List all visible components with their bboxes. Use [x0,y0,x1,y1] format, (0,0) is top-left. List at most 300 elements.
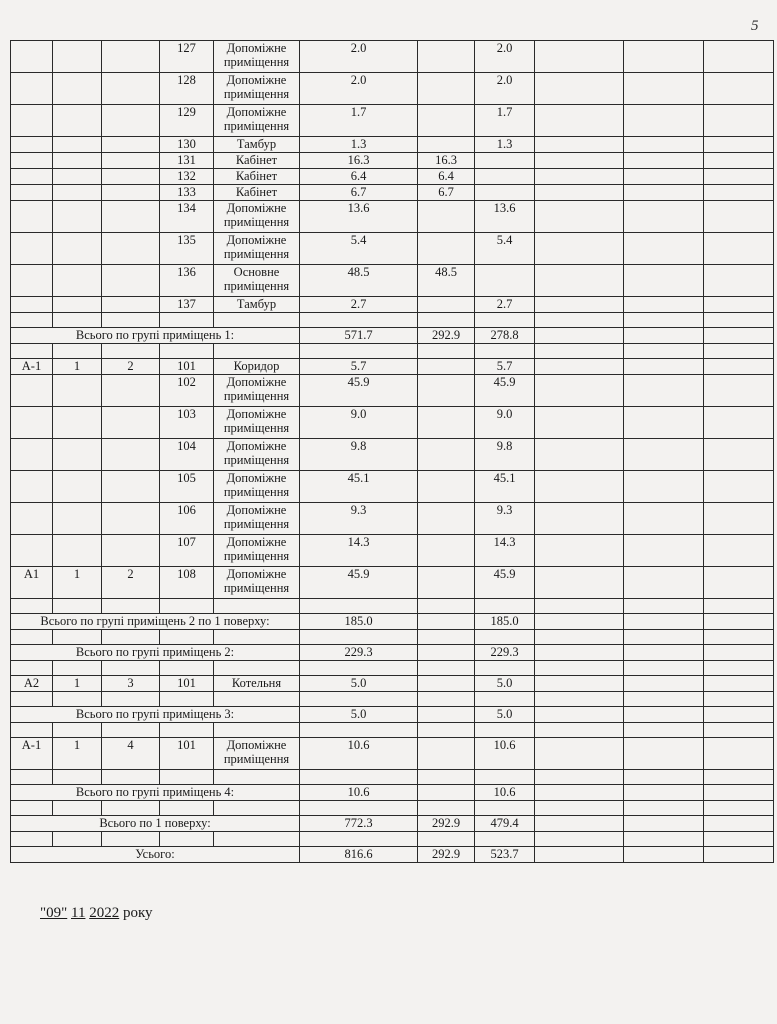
date-line [40,905,153,922]
table-row [11,535,774,567]
total-area-cell: 45.9 [300,567,418,599]
litera-cell [11,407,53,439]
empty-cell [624,359,704,375]
empty-cell [11,630,53,645]
empty-cell [704,407,774,439]
empty-cell [102,630,160,645]
empty-cell [300,344,418,359]
spacer-row [11,770,774,785]
litera-cell: А-1 [11,359,53,375]
main-area-cell [418,233,475,265]
empty-cell [535,567,624,599]
subtotal-label: Всього по групі приміщень 3: [11,707,300,723]
table-row [11,567,774,599]
floor-cell [53,407,102,439]
group-cell [102,375,160,407]
empty-cell [535,832,624,847]
room-name-cell: Тамбур [214,137,300,153]
floor-cell [53,265,102,297]
room-name-cell: Допоміжне приміщення [214,439,300,471]
spacer-row [11,692,774,707]
room-number-cell: 137 [160,297,214,313]
group-cell: 2 [102,359,160,375]
main-area-cell [418,73,475,105]
aux-area-cell: 9.0 [475,407,535,439]
empty-cell [535,707,624,723]
table-row [11,265,774,297]
floor-cell [53,471,102,503]
floor-cell [53,375,102,407]
aux-area-cell: 5.4 [475,233,535,265]
empty-cell [624,233,704,265]
total-area-cell: 2.7 [300,297,418,313]
empty-cell [53,344,102,359]
empty-cell [624,785,704,801]
empty-cell [704,816,774,832]
empty-cell [535,847,624,863]
total-area-cell: 9.3 [300,503,418,535]
empty-cell [535,169,624,185]
main-area-cell: 6.7 [418,185,475,201]
litera-cell [11,535,53,567]
empty-cell [704,328,774,344]
main-area-cell: 16.3 [418,153,475,169]
empty-cell [53,692,102,707]
empty-cell [160,599,214,614]
empty-cell [624,328,704,344]
empty-cell [624,567,704,599]
table-row [11,503,774,535]
empty-cell [535,738,624,770]
empty-cell [704,471,774,503]
table-row [11,73,774,105]
main-area-cell [418,707,475,723]
aux-area-cell: 2.0 [475,73,535,105]
table-row [11,375,774,407]
room-number-cell: 135 [160,233,214,265]
empty-cell [535,503,624,535]
empty-cell [535,785,624,801]
empty-cell [704,630,774,645]
empty-cell [704,439,774,471]
litera-cell [11,265,53,297]
empty-cell [475,599,535,614]
empty-cell [704,723,774,738]
empty-cell [535,816,624,832]
room-name-cell: Допоміжне приміщення [214,105,300,137]
empty-cell [704,265,774,297]
empty-cell [624,201,704,233]
aux-area-cell: 479.4 [475,816,535,832]
floor-cell [53,297,102,313]
aux-area-cell: 1.7 [475,105,535,137]
room-number-cell: 103 [160,407,214,439]
main-area-cell [418,567,475,599]
main-area-cell: 6.4 [418,169,475,185]
room-number-cell: 101 [160,359,214,375]
empty-cell [535,73,624,105]
empty-cell [624,41,704,73]
subtotal-label: Всього по групі приміщень 1: [11,328,300,344]
subtotal-row [11,707,774,723]
floor-cell [53,503,102,535]
empty-cell [535,105,624,137]
empty-cell [535,630,624,645]
empty-cell [704,375,774,407]
empty-cell [624,770,704,785]
subtotal-label: Всього по групі приміщень 4: [11,785,300,801]
litera-cell: А-1 [11,738,53,770]
empty-cell [11,692,53,707]
litera-cell [11,439,53,471]
empty-cell [704,661,774,676]
empty-cell [214,692,300,707]
table-row [11,105,774,137]
empty-cell [11,770,53,785]
empty-cell [535,661,624,676]
empty-cell [704,73,774,105]
empty-cell [704,801,774,816]
aux-area-cell: 1.3 [475,137,535,153]
empty-cell [418,770,475,785]
empty-cell [102,801,160,816]
spacer-row [11,344,774,359]
main-area-cell [418,359,475,375]
spacer-row [11,801,774,816]
aux-area-cell: 13.6 [475,201,535,233]
empty-cell [624,645,704,661]
empty-cell [535,265,624,297]
group-cell [102,471,160,503]
empty-cell [102,832,160,847]
empty-cell [535,676,624,692]
spacer-row [11,313,774,328]
empty-cell [300,313,418,328]
floor-cell [53,439,102,471]
room-name-cell: Допоміжне приміщення [214,233,300,265]
room-number-cell: 134 [160,201,214,233]
room-number-cell: 129 [160,105,214,137]
total-area-cell: 6.4 [300,169,418,185]
empty-cell [214,770,300,785]
room-number-cell: 130 [160,137,214,153]
empty-cell [214,832,300,847]
total-area-cell: 9.8 [300,439,418,471]
empty-cell [160,313,214,328]
empty-cell [418,692,475,707]
room-name-cell: Допоміжне приміщення [214,471,300,503]
empty-cell [214,313,300,328]
empty-cell [53,832,102,847]
litera-cell [11,73,53,105]
room-number-cell: 101 [160,676,214,692]
main-area-cell [418,105,475,137]
room-name-cell: Кабінет [214,169,300,185]
group-cell [102,137,160,153]
empty-cell [300,692,418,707]
group-cell [102,265,160,297]
empty-cell [475,344,535,359]
empty-cell [53,599,102,614]
empty-cell [475,313,535,328]
total-area-cell: 2.0 [300,41,418,73]
aux-area-cell: 229.3 [475,645,535,661]
empty-cell [300,832,418,847]
empty-cell [418,313,475,328]
empty-cell [624,801,704,816]
empty-cell [53,801,102,816]
empty-cell [624,375,704,407]
table-row [11,137,774,153]
empty-cell [535,328,624,344]
total-area-cell: 16.3 [300,153,418,169]
room-name-cell: Основне приміщення [214,265,300,297]
empty-cell [535,770,624,785]
room-name-cell: Кабінет [214,153,300,169]
aux-area-cell: 278.8 [475,328,535,344]
total-area-cell: 1.3 [300,137,418,153]
table-row [11,439,774,471]
empty-cell [535,471,624,503]
litera-cell [11,137,53,153]
aux-area-cell: 185.0 [475,614,535,630]
table-row [11,407,774,439]
floor-cell: 1 [53,738,102,770]
empty-cell [475,801,535,816]
table-row [11,233,774,265]
aux-area-cell [475,185,535,201]
total-area-cell: 45.9 [300,375,418,407]
empty-cell [624,535,704,567]
empty-cell [53,723,102,738]
aux-area-cell: 45.1 [475,471,535,503]
total-area-cell: 10.6 [300,785,418,801]
subtotal-label: Всього по групі приміщень 2 по 1 поверху: [11,614,300,630]
main-area-cell [418,439,475,471]
total-area-cell: 2.0 [300,73,418,105]
empty-cell [214,801,300,816]
spacer-row [11,661,774,676]
date-year: 2022 [89,905,120,921]
empty-cell [300,661,418,676]
empty-cell [11,344,53,359]
empty-cell [418,661,475,676]
floor-cell [53,41,102,73]
empty-cell [475,770,535,785]
empty-cell [535,313,624,328]
aux-area-cell: 2.0 [475,41,535,73]
empty-cell [704,41,774,73]
empty-cell [704,738,774,770]
main-area-cell [418,297,475,313]
empty-cell [535,153,624,169]
group-cell [102,535,160,567]
empty-cell [704,770,774,785]
floor-cell: 1 [53,567,102,599]
floor-cell [53,73,102,105]
aux-area-cell: 523.7 [475,847,535,863]
empty-cell [300,723,418,738]
room-number-cell: 128 [160,73,214,105]
empty-cell [300,770,418,785]
rooms-table [10,40,774,863]
litera-cell: А2 [11,676,53,692]
empty-cell [418,832,475,847]
empty-cell [624,265,704,297]
total-area-cell: 45.1 [300,471,418,503]
floor-cell [53,153,102,169]
empty-cell [160,661,214,676]
empty-cell [535,599,624,614]
empty-cell [704,503,774,535]
empty-cell [704,692,774,707]
empty-cell [11,661,53,676]
litera-cell [11,471,53,503]
spacer-row [11,832,774,847]
empty-cell [214,630,300,645]
empty-cell [704,614,774,630]
empty-cell [535,801,624,816]
aux-area-cell: 5.0 [475,676,535,692]
aux-area-cell [475,169,535,185]
group-cell [102,233,160,265]
group-cell [102,439,160,471]
empty-cell [535,692,624,707]
empty-cell [475,692,535,707]
empty-cell [418,801,475,816]
main-area-cell: 292.9 [418,328,475,344]
floor-cell [53,169,102,185]
subtotal-row [11,785,774,801]
empty-cell [624,599,704,614]
empty-cell [704,359,774,375]
spacer-row [11,630,774,645]
empty-cell [624,471,704,503]
floor-cell [53,185,102,201]
empty-cell [704,832,774,847]
aux-area-cell: 5.7 [475,359,535,375]
group-cell [102,201,160,233]
aux-area-cell: 45.9 [475,375,535,407]
empty-cell [102,692,160,707]
page-number: 5 [751,18,759,34]
empty-cell [214,344,300,359]
empty-cell [160,344,214,359]
empty-cell [624,297,704,313]
empty-cell [102,313,160,328]
room-name-cell: Тамбур [214,297,300,313]
group-cell: 3 [102,676,160,692]
empty-cell [300,599,418,614]
main-area-cell [418,407,475,439]
empty-cell [624,738,704,770]
table-row [11,676,774,692]
empty-cell [704,599,774,614]
empty-cell [160,723,214,738]
floor-cell [53,233,102,265]
total-area-cell: 14.3 [300,535,418,567]
spacer-row [11,599,774,614]
empty-cell [624,661,704,676]
main-area-cell [418,535,475,567]
total-area-cell: 816.6 [300,847,418,863]
date-month: 11 [71,905,86,921]
empty-cell [624,344,704,359]
table-row [11,359,774,375]
empty-cell [535,723,624,738]
room-name-cell: Допоміжне приміщення [214,73,300,105]
empty-cell [535,41,624,73]
floor-cell: 1 [53,676,102,692]
aux-area-cell: 9.3 [475,503,535,535]
empty-cell [704,233,774,265]
empty-cell [624,723,704,738]
litera-cell [11,105,53,137]
main-area-cell: 48.5 [418,265,475,297]
empty-cell [704,137,774,153]
empty-cell [11,313,53,328]
empty-cell [624,137,704,153]
room-number-cell: 101 [160,738,214,770]
room-number-cell: 102 [160,375,214,407]
main-area-cell [418,785,475,801]
table-row [11,471,774,503]
empty-cell [300,630,418,645]
group-cell [102,185,160,201]
subtotal-row [11,816,774,832]
room-number-cell: 105 [160,471,214,503]
empty-cell [704,567,774,599]
empty-cell [704,785,774,801]
empty-cell [214,723,300,738]
empty-cell [535,185,624,201]
empty-cell [624,816,704,832]
room-number-cell: 107 [160,535,214,567]
room-number-cell: 127 [160,41,214,73]
room-number-cell: 133 [160,185,214,201]
empty-cell [624,73,704,105]
room-number-cell: 106 [160,503,214,535]
main-area-cell [418,41,475,73]
date-suffix: року [122,905,153,921]
subtotal-row [11,614,774,630]
room-name-cell: Коридор [214,359,300,375]
total-area-cell: 10.6 [300,738,418,770]
empty-cell [624,169,704,185]
empty-cell [11,599,53,614]
table-row [11,41,774,73]
aux-area-cell: 5.0 [475,707,535,723]
table-row [11,185,774,201]
litera-cell [11,153,53,169]
subtotal-row [11,328,774,344]
empty-cell [704,344,774,359]
empty-cell [624,439,704,471]
total-area-cell: 5.7 [300,359,418,375]
litera-cell [11,169,53,185]
subtotal-label: Всього по групі приміщень 2: [11,645,300,661]
subtotal-label: Усього: [11,847,300,863]
empty-cell [535,375,624,407]
room-number-cell: 108 [160,567,214,599]
group-cell [102,41,160,73]
empty-cell [475,630,535,645]
empty-cell [11,723,53,738]
empty-cell [535,535,624,567]
empty-cell [704,313,774,328]
empty-cell [704,707,774,723]
total-area-cell: 5.0 [300,676,418,692]
